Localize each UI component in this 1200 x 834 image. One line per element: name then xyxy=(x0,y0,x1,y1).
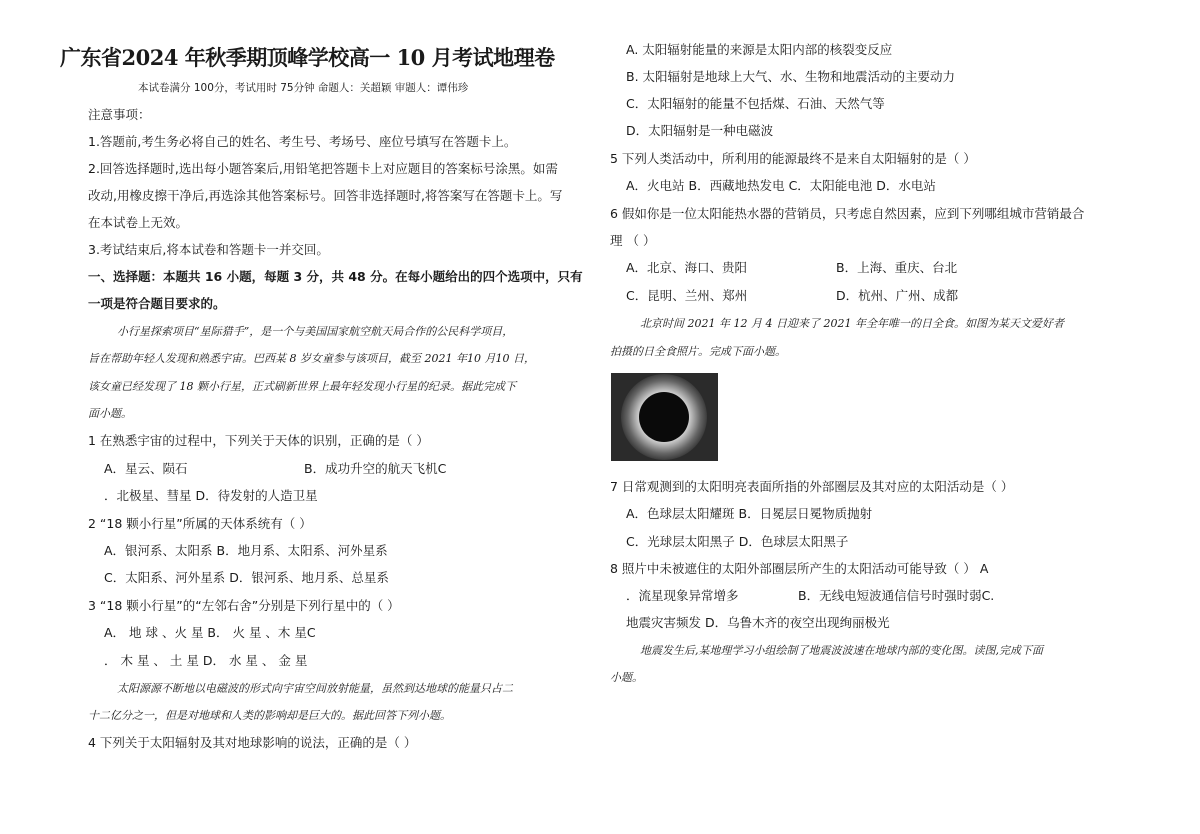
question-stem: 4 下列关于太阳辐射及其对地球影响的说法，正确的是（ ） xyxy=(88,735,417,750)
passage-line: 太阳源源不断地以电磁波的形式向宇宙空间放射能量，虽然到达地球的能量只占二 xyxy=(117,682,513,695)
option: C．太阳辐射的能量不包括煤、石油、天然气等 xyxy=(626,96,885,111)
option: A．银河系、太阳系 B．地月系、太阳系、河外星系 xyxy=(104,543,388,558)
option: A．星云、陨石 xyxy=(104,461,188,476)
option: C．太阳系、河外星系 D．银河系、地月系、总星系 xyxy=(104,570,389,585)
option: A．色球层太阳耀斑 B．日冕层日冕物质抛射 xyxy=(626,506,873,521)
option: B．成功升空的航天飞机C xyxy=(304,461,447,476)
section-header: 一项是符合题目要求的。 xyxy=(88,296,226,311)
passage-line: 旨在帮助年轻人发现和熟悉宇宙。巴西某 8 岁女童参与该项目，截至 2021 年10 月10 日， xyxy=(88,352,535,365)
option: B．无线电短波通信信号时强时弱C. xyxy=(798,588,995,603)
option: B．上海、重庆、台北 xyxy=(836,260,958,275)
passage-line: 小行星探索项目“星际猎手”，是一个与美国国家航空航天局合作的公民科学项目， xyxy=(117,325,514,338)
passage-line: 小题。 xyxy=(610,671,643,684)
option: D．杭州、广州、成都 xyxy=(836,288,959,303)
option: A． 地 球 、火 星 B． 火 星 、木 星C xyxy=(104,625,316,640)
option: B. 太阳辐射是地球上大气、水、生物和地震活动的主要动力 xyxy=(626,69,956,84)
question-stem: 8 照片中未被遮住的太阳外部圈层所产生的太阳活动可能导致（ ） A xyxy=(610,561,989,576)
notice-line: 1.答题前,考生务必将自己的姓名、考生号、考场号、座位号填写在答题卡上。 xyxy=(88,134,517,149)
question-stem: 6 假如你是一位太阳能热水器的营销员，只考虑自然因素，应到下列哪组城市营销最合 xyxy=(610,206,1085,221)
option: 地震灾害频发 D．乌鲁木齐的夜空出现绚丽极光 xyxy=(626,615,890,630)
solar-eclipse-photo xyxy=(611,373,718,461)
passage-line: 北京时间 2021 年 12 月 4 日迎来了 2021 年全年唯一的日全食。如图为某天文爱好者 xyxy=(640,317,1064,330)
question-stem: 3 “18 颗小行星”的“左邻右舍”分别是下列行星中的（ ） xyxy=(88,598,400,613)
question-stem: 理 （ ） xyxy=(610,233,656,248)
option: ． 木 星 、 土 星 D． 水 星 、 金 星 xyxy=(104,653,308,668)
notice-heading: 注意事项： xyxy=(88,107,151,122)
option: D．太阳辐射是一种电磁波 xyxy=(626,123,774,138)
option: A. 太阳辐射能量的来源是太阳内部的核裂变反应 xyxy=(626,42,893,57)
passage-line: 地震发生后,某地理学习小组绘制了地震波波速在地球内部的变化图。读图,完成下面 xyxy=(640,644,1043,657)
question-stem: 5 下列人类活动中，所利用的能源最终不是来自太阳辐射的是（ ） xyxy=(610,151,976,166)
option: ．北极星、彗星 D．待发射的人造卫星 xyxy=(104,488,318,503)
question-stem: 1 在熟悉宇宙的过程中，下列关于天体的识别，正确的是（ ） xyxy=(88,433,429,448)
section-header: 一、选择题：本题共 16 小题，每题 3 分，共 48 分。在每小题给出的四个选项中，只有 xyxy=(88,269,583,284)
passage-line: 该女童已经发现了 18 颗小行星，正式刷新世界上最年轻发现小行星的纪录。据此完成下 xyxy=(88,380,516,393)
notice-line: 2.回答选择题时,选出每小题答案后,用铅笔把答题卡上对应题目的答案标号涂黑。如需 xyxy=(88,161,558,176)
exam-title: 广东省2024 年秋季期顶峰学校高一 10 月考试地理卷 xyxy=(60,45,555,70)
passage-line: 面小题。 xyxy=(88,407,132,420)
exam-subtitle: 本试卷满分 100分，考试用时 75分钟 命题人：关超颖 审题人：谭伟珍 xyxy=(138,82,469,94)
option: C．光球层太阳黑子 D．色球层太阳黑子 xyxy=(626,534,849,549)
moon-disk xyxy=(639,392,689,442)
notice-line: 在本试卷上无效。 xyxy=(88,215,189,230)
question-stem: 2 “18 颗小行星”所属的天体系统有（ ） xyxy=(88,516,312,531)
passage-line: 十二亿分之一，但是对地球和人类的影响却是巨大的。据此回答下列小题。 xyxy=(88,709,451,722)
option: A．北京、海口、贵阳 xyxy=(626,260,748,275)
passage-line: 拍摄的日全食照片。完成下面小题。 xyxy=(610,345,786,358)
option: ．流星现象异常增多 xyxy=(626,588,739,603)
option: C．昆明、兰州、郑州 xyxy=(626,288,748,303)
option: A．火电站 B．西藏地热发电 C．太阳能电池 D．水电站 xyxy=(626,178,936,193)
notice-line: 3.考试结束后,将本试卷和答题卡一并交回。 xyxy=(88,242,329,257)
question-stem: 7 日常观测到的太阳明亮表面所指的外部圈层及其对应的太阳活动是（ ） xyxy=(610,479,1014,494)
notice-line: 改动,用橡皮擦干净后,再选涂其他答案标号。回答非选择题时,将答案写在答题卡上。写 xyxy=(88,188,563,203)
